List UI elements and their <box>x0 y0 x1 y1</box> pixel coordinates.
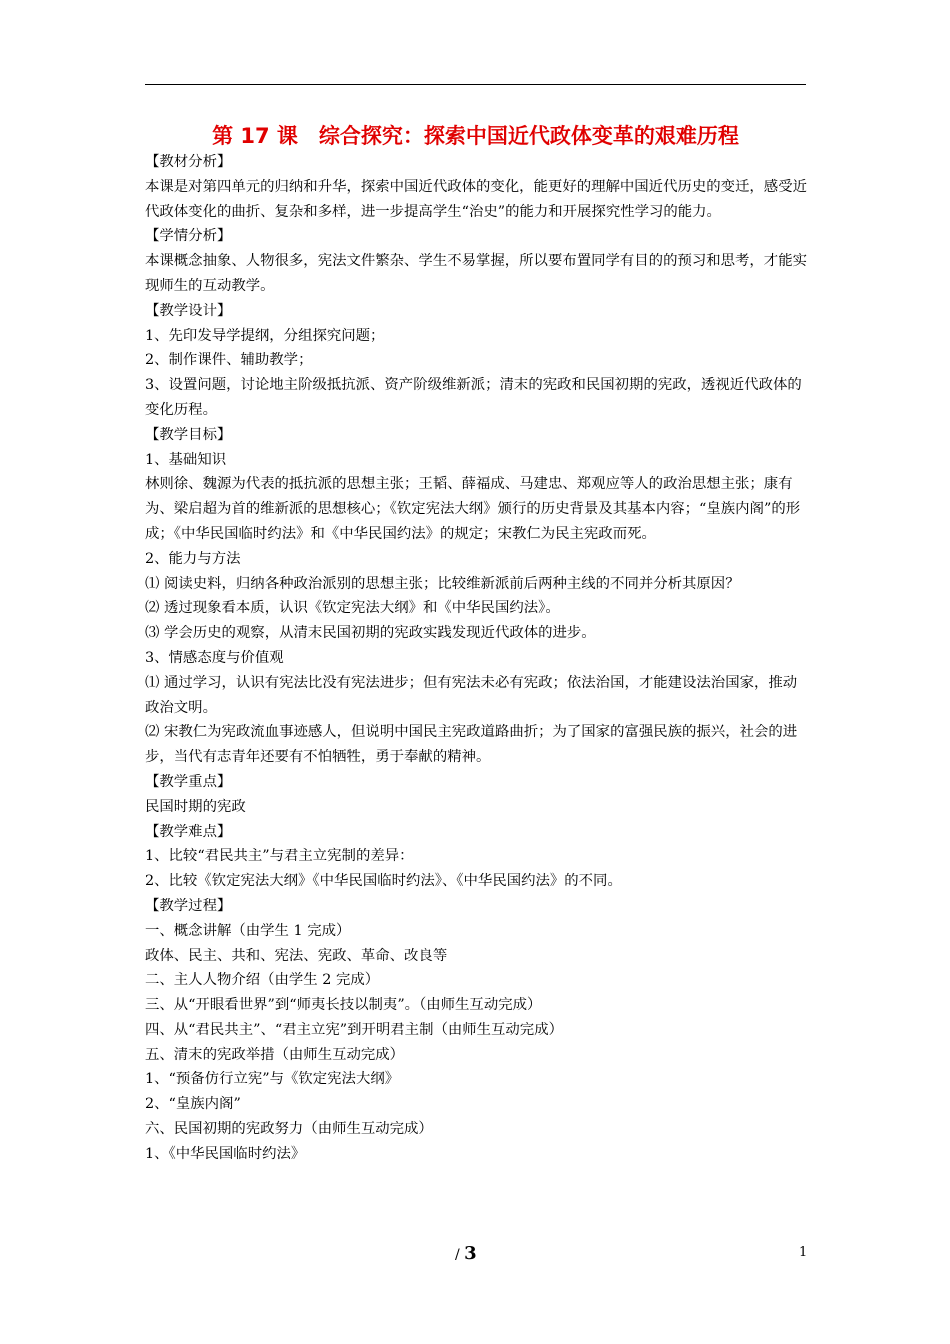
lesson-title: 第 17 课 综合探究：探索中国近代政体变革的艰难历程 <box>212 124 739 148</box>
page-total: 3 <box>464 1243 477 1264</box>
document-body <box>145 150 810 1167</box>
paragraph: 1、先印发导学提纲，分组探究问题； <box>145 327 385 344</box>
paragraph: 【教学设计】 <box>145 302 232 319</box>
header-rule <box>145 84 806 85</box>
paragraph: ⑴ 阅读史料，归纳各种政治派别的思想主张；比较维新派前后两种主线的不同并分析其原因？ <box>145 575 740 592</box>
paragraph: 本课是对第四单元的归纳和升华，探索中国近代政体的变化，能更好的理解中国近代历史的变迁，感受近代政体变化的曲折、复杂和多样，进一步提高学生“治史”的能力和开展探究性学习的能力。 <box>145 178 807 220</box>
paragraph: 本课概念抽象、人物很多，宪法文件繁杂、学生不易掌握，所以要布置同学有目的的预习和思考，才能实现师生的互动教学。 <box>145 253 807 294</box>
paragraph: 2、能力与方法 <box>145 550 241 567</box>
paragraph: 2、“皇族内阁” <box>145 1096 241 1113</box>
paragraph: 1、比较“君民共主”与君主立宪制的差异： <box>145 848 414 865</box>
paragraph: 一、概念讲解（由学生 1 完成） <box>145 922 351 939</box>
paragraph: 2、制作课件、辅助教学； <box>145 352 313 369</box>
paragraph: 1、“预备仿行立宪”与《钦定宪法大纲》 <box>145 1071 400 1088</box>
page-total-indicator <box>455 1243 477 1266</box>
paragraph: ⑴ 通过学习，认识有宪法比没有宪法进步；但有宪法未必有宪政；依法治国，才能建设法治国家，推动政治文明。 <box>145 674 798 716</box>
paragraph: 3、设置问题，讨论地主阶级抵抗派、资产阶级维新派；清末的宪政和民国初期的宪政，透视近代政体的变化历程。 <box>145 377 802 418</box>
paragraph: ⑵ 透过现象看本质，认识《钦定宪法大纲》和《中华民国约法》。 <box>145 600 560 617</box>
paragraph: 林则徐、魏源为代表的抵抗派的思想主张；王韬、薛福成、马建忠、郑观应等人的政治思想主张；康有为、梁启超为首的维新派的思想核心；《钦定宪法大纲》颁行的历史背景及其基本内容；“皇族内阁”的形成；《中华民国临时约法》和《中华民国约法》的规定；宋教仁为民主宪政而死。 <box>145 476 801 542</box>
paragraph: 政体、民主、共和、宪法、宪政、革命、改良等 <box>145 947 448 964</box>
paragraph: 四、从“君民共主”、“君主立宪”到开明君主制（由师生互动完成） <box>145 1021 563 1038</box>
paragraph: 1、《中华民国临时约法》 <box>145 1145 306 1162</box>
paragraph: 【教学难点】 <box>145 823 232 840</box>
paragraph: 【教学重点】 <box>145 773 232 790</box>
paragraph: 五、清末的宪政举措（由师生互动完成） <box>145 1046 405 1063</box>
paragraph: 【教材分析】 <box>145 154 232 170</box>
paragraph: 2、比较《钦定宪法大纲》《中华民国临时约法》、《中华民国约法》的不同。 <box>145 873 622 890</box>
paragraph: 【教学目标】 <box>145 426 232 443</box>
paragraph: 【教学过程】 <box>145 897 232 914</box>
paragraph: ⑶ 学会历史的观察，从清末民国初期的宪政实践发现近代政体的进步。 <box>145 625 596 642</box>
paragraph: 二、主人人物介绍（由学生 2 完成） <box>145 972 380 989</box>
page-separator: / <box>455 1247 460 1263</box>
paragraph: 3、情感态度与价值观 <box>145 649 284 666</box>
page-number: 1 <box>799 1245 808 1260</box>
paragraph: 民国时期的宪政 <box>145 798 246 815</box>
paragraph: 1、基础知识 <box>145 451 227 468</box>
paragraph: 六、民国初期的宪政努力（由师生互动完成） <box>145 1121 433 1138</box>
paragraph: ⑵ 宋教仁为宪政流血事迹感人，但说明中国民主宪政道路曲折；为了国家的富强民族的振兴，社会的进步，当代有志青年还要有不怕牺牲，勇于奉献的精神。 <box>145 724 798 766</box>
paragraph: 【学情分析】 <box>145 228 232 245</box>
paragraph: 三、从“开眼看世界”到“师夷长技以制夷”。（由师生互动完成） <box>145 997 542 1014</box>
